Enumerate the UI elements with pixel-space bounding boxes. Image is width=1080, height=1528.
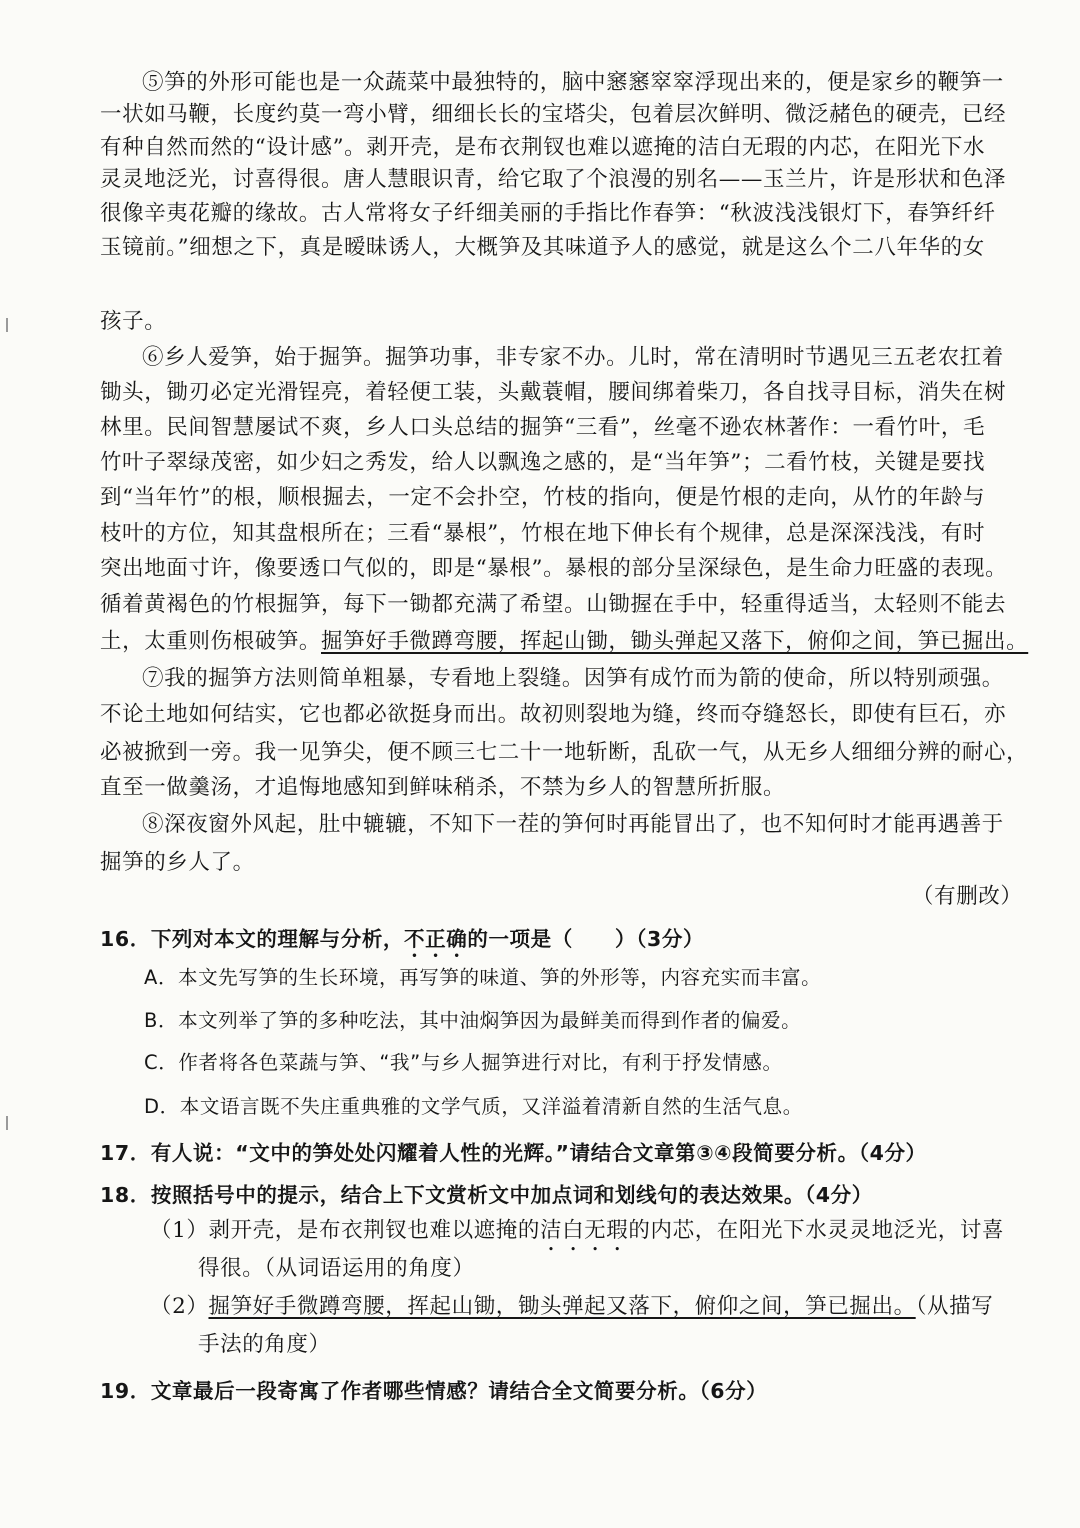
source-note: （有删改） xyxy=(912,884,1023,909)
passage-line: 循着黄褐色的竹根掘笋，每下一锄都充满了希望。山锄握在手中，轻重得适当，太轻则不能去 xyxy=(100,592,1007,617)
question-text: （从描写 xyxy=(915,1294,994,1319)
passage-line: 竹叶子翠绿茂密，如少妇之秀发，给人以飘逸之感的，是“当年笋”；二看竹枝，关键是要找 xyxy=(100,450,986,475)
option-c[interactable]: C．作者将各色菜蔬与笋、“我”与乡人掘笋进行对比，有利于抒发情感。 xyxy=(144,1051,783,1074)
passage-line: 很像辛夷花瓣的缘故。古人常将女子纤细美丽的手指比作春笋：“秋波浅浅银灯下，春笋纤纤 xyxy=(100,201,996,226)
passage-line: 有种自然而然的“设计感”。剥开壳，是布衣荆钗也难以遮掩的洁白无瑕的内芯，在阳光下水 xyxy=(100,135,986,160)
option-d[interactable]: D．本文语言既不失庄重典雅的文学气质，又洋溢着清新自然的生活气息。 xyxy=(144,1095,803,1118)
scan-edge-mark xyxy=(6,318,8,332)
passage-line: 直至一做羹汤，才追悔地感知到鲜味稍杀，不禁为乡人的智慧所折服。 xyxy=(100,775,786,800)
passage-line: 必被掀到一旁。我一见笋尖，便不顾三七二十一地斩断，乱砍一气，从无乡人细细分辨的耐心， xyxy=(100,740,1029,765)
question-17: 17．有人说：“文中的笋处处闪耀着人性的光辉。”请结合文章第③④段简要分析。（4分） xyxy=(100,1141,927,1165)
emphasis-dotted: 不正确 xyxy=(404,927,468,951)
question-text: 的内芯，在阳光下水灵灵地泛光，讨喜 xyxy=(628,1218,1005,1243)
passage-line: 林里。民间智慧屡试不爽，乡人口头总结的掘笋“三看”，丝毫不逊农林著作：一看竹叶，毛 xyxy=(100,415,986,440)
question-19: 19．文章最后一段寄寓了作者哪些情感？请结合全文简要分析。（6分） xyxy=(100,1379,768,1403)
option-a[interactable]: A．本文先写笋的生长环境，再写笋的味道、笋的外形等，内容充实而丰富。 xyxy=(144,966,822,989)
passage-line: 锄头，锄刃必定光滑锃亮，着轻便工装，头戴蓑帽，腰间绑着柴刀，各自找寻目标，消失在树 xyxy=(100,380,1007,405)
passage-line: 不论土地如何结实，它也都必欲挺身而出。故初则裂地为缝，终而夺缝怒长，即使有巨石，亦 xyxy=(100,702,1007,727)
option-b[interactable]: B．本文列举了笋的多种吃法，其中油焖笋因为最鲜美而得到作者的偏爱。 xyxy=(144,1009,802,1032)
underlined-sentence: 掘笋好手微蹲弯腰，挥起山锄，锄头弹起又落下，俯仰之间，笋已掘出。 xyxy=(321,629,1029,654)
question-18-item-2 xyxy=(150,1290,993,1324)
passage-line: ⑤笋的外形可能也是一众蔬菜中最独特的，脑中窸窸窣窣浮现出来的，便是家乡的鞭笋一 xyxy=(142,70,1004,95)
question-text: 16．下列对本文的理解与分析， xyxy=(100,927,405,951)
passage-line: 到“当年竹”的根，顺根掘去，一定不会扑空，竹枝的指向，便是竹根的走向，从竹的年龄与 xyxy=(100,485,986,510)
passage-line: 孩子。 xyxy=(100,309,167,334)
passage-line: 灵灵地泛光，讨喜得很。唐人慧眼识青，给它取了个浪漫的别名——玉兰片，许是形状和色泽 xyxy=(100,167,1007,192)
question-text: （1）剥开壳，是布衣荆钗也难以遮掩的 xyxy=(150,1218,540,1243)
question-18-item-2-cont: 手法的角度） xyxy=(198,1332,331,1357)
underlined-sentence: 掘笋好手微蹲弯腰，挥起山锄，锄头弹起又落下，俯仰之间，笋已掘出。 xyxy=(208,1294,916,1319)
passage-line: 玉镜前。”细想之下，真是暧昧诱人，大概笋及其味道予人的感觉，就是这么个二八年华的女 xyxy=(100,235,985,260)
passage-line: ⑥乡人爱笋，始于掘笋。掘笋功事，非专家不办。儿时，常在清明时节遇见三五老农扛着 xyxy=(142,345,1004,370)
passage-line: 枝叶的方位，知其盘根所在；三看“暴根”，竹根在地下伸长有个规律，总是深深浅浅，有时 xyxy=(100,521,986,546)
passage-line: ⑧深夜窗外风起，肚中辘辘，不知下一茬的笋何时再能冒出了，也不知何时才能再遇善于 xyxy=(142,812,1004,837)
question-text: （2） xyxy=(150,1294,209,1319)
scan-edge-mark xyxy=(6,1116,8,1130)
passage-line: 掘笋的乡人了。 xyxy=(100,850,255,875)
question-18: 18．按照括号中的提示，结合上下文赏析文中加点词和划线句的表达效果。（4分） xyxy=(100,1183,873,1207)
question-18-item-1-cont: 得很。（从词语运用的角度） xyxy=(198,1256,475,1281)
passage-line xyxy=(100,625,1028,659)
passage-line: ⑦我的掘笋方法则简单粗暴，专看地上裂缝。因笋有成竹而为箭的使命，所以特别顽强。 xyxy=(142,666,1004,691)
question-16 xyxy=(100,922,704,956)
passage-text: 土，太重则伤根破笋。 xyxy=(100,629,322,654)
passage-line: 突出地面寸许，像要透口气似的，即是“暴根”。暴根的部分呈深绿色，是生命力旺盛的表现。 xyxy=(100,556,1008,581)
question-18-item-1 xyxy=(150,1214,1004,1248)
passage-line: 一状如马鞭，长度约莫一弯小臂，细细长长的宝塔尖，包着层次鲜明、微泛赭色的硬壳，已经 xyxy=(100,102,1007,127)
emphasis-dotted: 洁白无瑕 xyxy=(539,1218,629,1243)
question-text: 的一项是（ ）（3分） xyxy=(467,927,705,951)
